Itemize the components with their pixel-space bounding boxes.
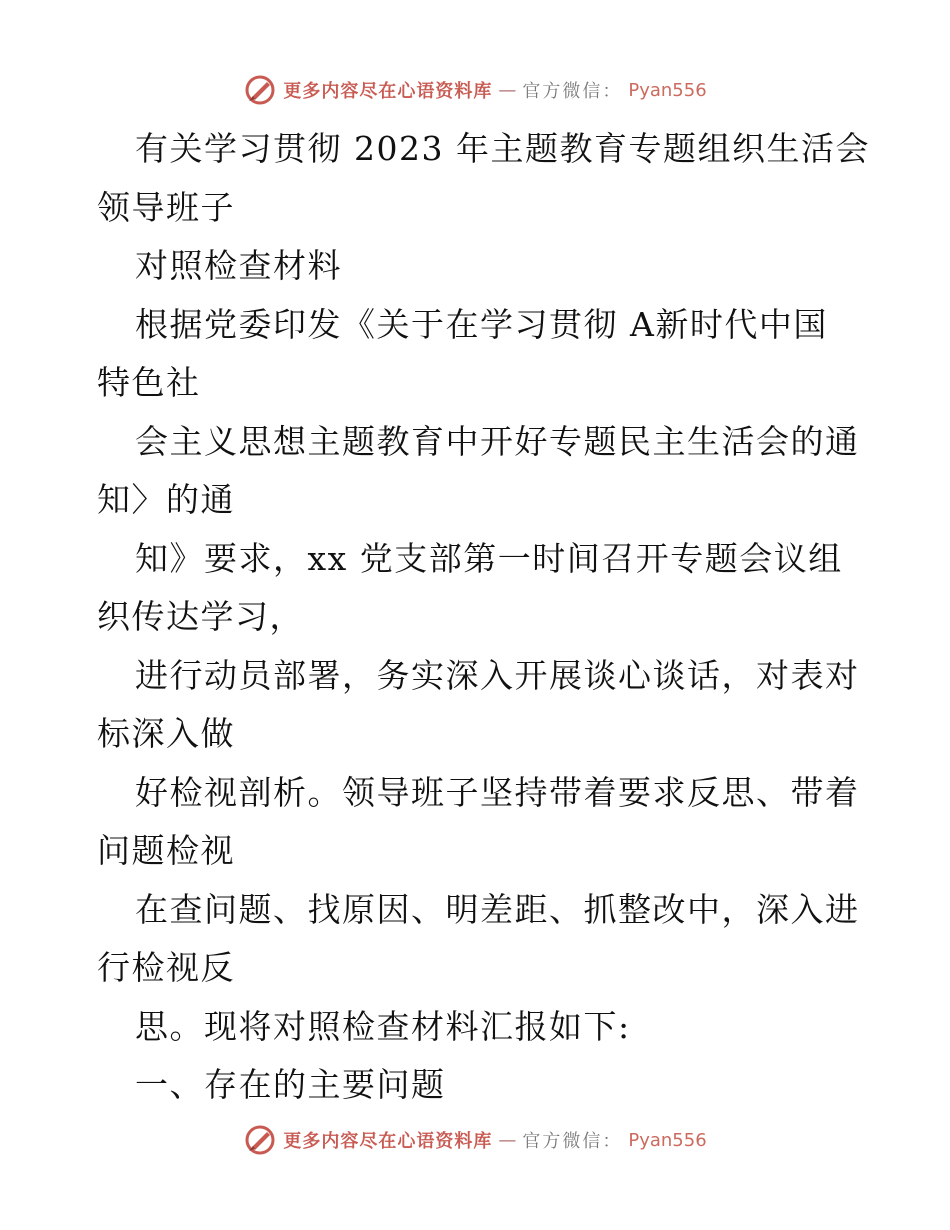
- watermark-official-label: 官方微信：: [522, 81, 623, 102]
- document-line: 问题检视: [97, 831, 235, 870]
- header-watermark: [0, 70, 950, 110]
- footer-watermark: [0, 1120, 950, 1160]
- watermark-official-label: 官方微信：: [522, 1131, 623, 1152]
- document-line: 有关学习贯彻 2023 年主题教育专题组织生活会: [135, 129, 870, 168]
- document-line: 特色社: [97, 363, 201, 402]
- document-line: 织传达学习，: [97, 597, 304, 636]
- watermark-separator: —: [498, 1129, 517, 1151]
- document-line: 会主义思想主题教育中开好专题民主生活会的通: [135, 421, 860, 461]
- document-line: 行检视反: [97, 948, 235, 987]
- document-line: 在查问题、找原因、明差距、抓整改中，深入进: [135, 889, 860, 929]
- document-line: 标深入做: [97, 714, 235, 753]
- watermark-brand-text: 更多内容尽在心语资料库: [283, 81, 493, 102]
- watermark-wechat-id: Pyan556: [628, 79, 707, 101]
- document-line: 对照检查材料: [135, 246, 342, 285]
- brand-logo-icon: [243, 73, 277, 107]
- document-line: 好检视剖析。领导班子坚持带着要求反思、带着: [135, 772, 860, 812]
- watermark-brand-text: 更多内容尽在心语资料库: [283, 1131, 493, 1152]
- document-body: [97, 120, 870, 1115]
- document-line: 进行动员部署，务实深入开展谈心谈话，对表对: [135, 655, 860, 695]
- brand-logo-icon: [243, 1123, 277, 1157]
- document-line: 根据党委印发《关于在学习贯彻 A新时代中国: [135, 304, 828, 344]
- watermark-separator: —: [498, 79, 517, 101]
- document-line: 思。现将对照检查材料汇报如下:: [135, 1006, 631, 1046]
- document-line: 知〉的通: [97, 480, 235, 519]
- document-line: 领导班子: [97, 187, 235, 227]
- document-line: 一、存在的主要问题: [135, 1065, 446, 1104]
- document-line: 知》要求，xx 党支部第一时间召开专题会议组: [135, 538, 843, 578]
- watermark-wechat-id: Pyan556: [628, 1129, 707, 1151]
